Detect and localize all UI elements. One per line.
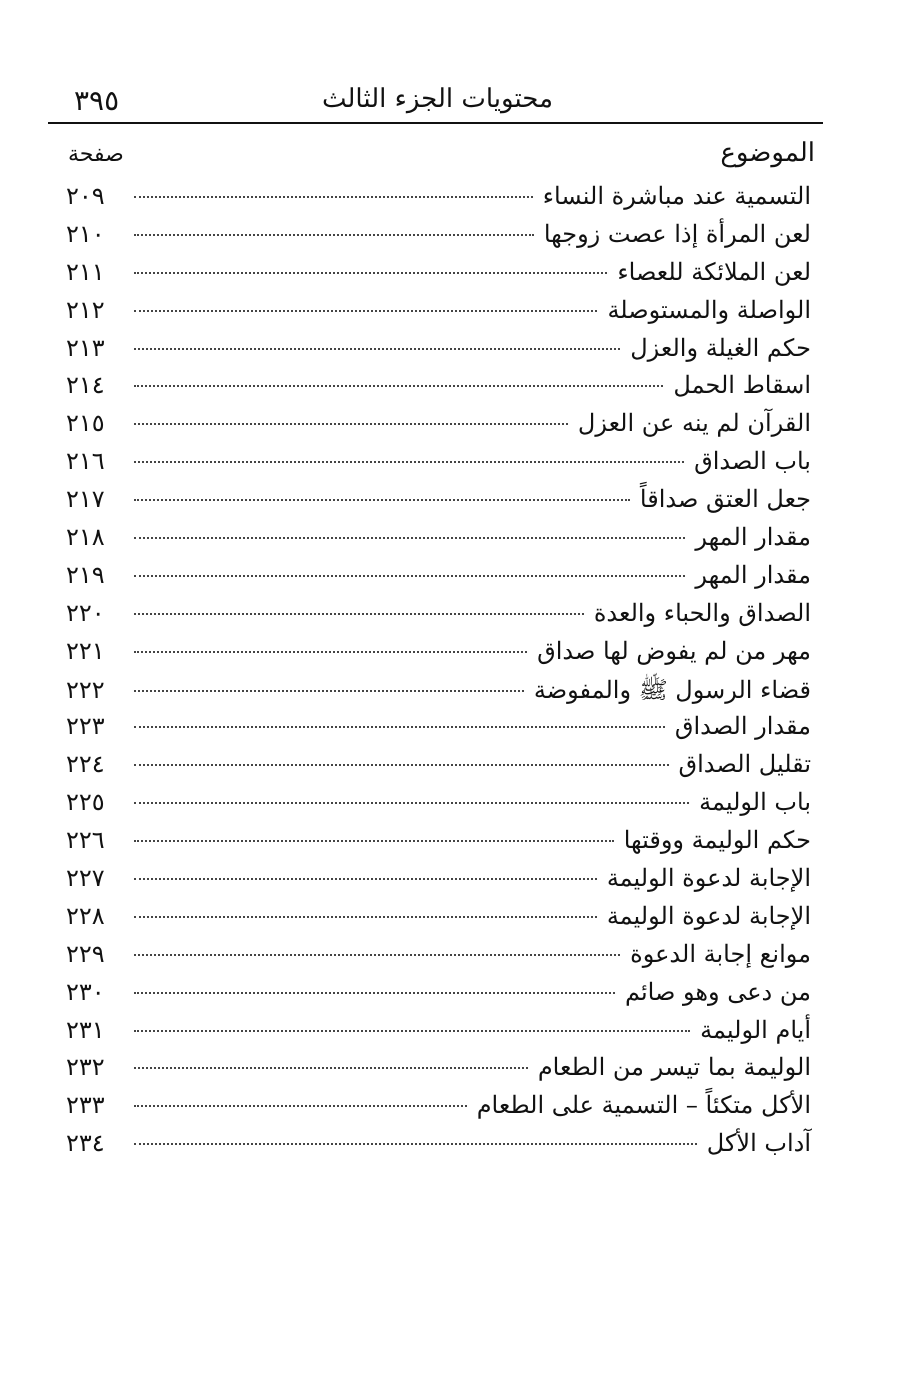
dot-leader [134,196,533,198]
toc-entry [66,864,811,902]
toc-entry-page: ٢٢٩ [66,939,105,968]
dot-leader [134,1143,697,1145]
dot-leader [134,726,665,728]
toc-entry-page: ٢٢٦ [66,826,105,855]
toc-entry [66,712,811,750]
dot-leader [134,613,584,615]
dot-leader [134,764,669,766]
toc-entry-page: ٢٣٢ [66,1053,105,1082]
toc-entry-title: لعن الملائكة للعصاء [617,257,811,286]
toc-entry-page: ٢٢٣ [66,712,105,741]
toc-entry-page: ٢١٨ [66,523,105,552]
toc-entry-page: ٢٢٧ [66,864,105,893]
toc-entry-page: ٢١١ [66,257,105,286]
toc-entry [66,296,811,334]
toc-entry-page: ٢٣٤ [66,1129,105,1158]
toc-entry-page: ٢٢١ [66,636,105,665]
page-column-header: صفحة [68,142,124,167]
dot-leader [134,651,527,653]
toc-entry-page: ٢١٤ [66,371,105,400]
toc-entry-page: ٢١٣ [66,333,105,362]
toc-entry [66,561,811,599]
dot-leader [134,1105,467,1107]
toc-entry-title: الوليمة بما تيسر من الطعام [537,1053,811,1082]
toc-entry [66,409,811,447]
page-number: ٣٩٥ [74,84,120,117]
dot-leader [134,1067,528,1069]
toc-entry-page: ٢٢٨ [66,901,105,930]
toc-entry-title: موانع إجابة الدعوة [630,939,811,968]
toc-entry [66,788,811,826]
running-head [50,80,825,124]
toc-entry-page: ٢٢٥ [66,788,105,817]
toc-entry-title: القرآن لم ينه عن العزل [577,409,811,438]
dot-leader [134,840,614,842]
dot-leader [134,537,685,539]
dot-leader [134,423,568,425]
topic-column-header: الموضوع [720,138,815,168]
toc-entry [66,750,811,788]
toc-entry-title: جعل العتق صداقاً [639,485,811,514]
toc-entry [66,599,811,637]
dot-leader [134,234,534,236]
toc-entry-title: باب الصداق [694,447,811,476]
toc-entry-title: اسقاط الحمل [673,371,811,400]
toc-entry [66,902,811,940]
toc-entry-page: ٢٣٣ [66,1091,105,1120]
toc-entry [66,940,811,978]
toc-entry [66,334,811,372]
toc-entry-title: قضاء الرسول ﷺ والمفوضة [533,675,811,704]
header-rule [48,122,823,124]
dot-leader [134,348,620,350]
toc-entry-title: من دعى وهو صائم [624,977,811,1006]
toc-entry [66,523,811,561]
dot-leader [134,992,615,994]
toc-entry-title: الواصلة والمستوصلة [607,295,811,324]
dot-leader [134,575,685,577]
toc-entry-page: ٢٠٩ [66,182,105,210]
toc-entry [66,1129,811,1167]
toc-entry-title: مقدار المهر [695,560,811,589]
dot-leader [134,878,597,880]
toc-entry [66,1016,811,1054]
toc-entry [66,675,811,713]
toc-entry-page: ٢٣٠ [66,977,105,1006]
dot-leader [134,499,630,501]
toc-entry-title: الأكل متكئاً – التسمية على الطعام [476,1091,811,1120]
table-of-contents [66,182,811,1167]
toc-entry [66,371,811,409]
toc-entry-page: ٢١٠ [66,219,105,248]
toc-entry-title: باب الوليمة [699,788,811,817]
toc-entry-page: ٢٢٢ [66,675,105,704]
dot-leader [134,690,524,692]
toc-entry [66,447,811,485]
dot-leader [134,310,597,312]
toc-entry [66,826,811,864]
toc-entry-title: الإجابة لدعوة الوليمة [606,901,811,930]
toc-entry-title: آداب الأكل [706,1129,811,1158]
toc-entry-title: لعن المرأة إذا عصت زوجها [543,219,811,248]
dot-leader [134,1030,690,1032]
toc-entry-title: مقدار الصداق [674,712,811,741]
toc-entry-title: الصداق والحباء والعدة [593,598,811,627]
dot-leader [134,461,684,463]
toc-entry-title: الإجابة لدعوة الوليمة [606,864,811,893]
toc-entry-page: ٢٣١ [66,1015,105,1044]
dot-leader [134,916,597,918]
toc-entry-page: ٢٢٤ [66,750,105,779]
toc-entry [66,220,811,258]
toc-entry-title: حكم الوليمة ووقتها [623,826,811,855]
toc-entry [66,485,811,523]
toc-entry-title: مهر من لم يفوض لها صداق [537,636,811,665]
toc-entry-page: ٢١٢ [66,295,105,324]
toc-entry [66,1053,811,1091]
column-headers [60,138,815,178]
toc-entry-page: ٢١٩ [66,560,105,589]
toc-entry-title: تقليل الصداق [678,750,811,779]
toc-entry-page: ٢١٦ [66,447,105,476]
toc-entry-page: ٢١٧ [66,485,105,514]
dot-leader [134,802,689,804]
dot-leader [134,954,620,956]
toc-entry-title: حكم الغيلة والعزل [630,333,811,362]
toc-entry [66,258,811,296]
dot-leader [134,385,663,387]
toc-entry [66,182,811,220]
toc-entry-page: ٢٢٠ [66,598,105,627]
toc-entry-title: أيام الوليمة [700,1015,811,1044]
toc-entry [66,637,811,675]
toc-entry-title: التسمية عند مباشرة النساء [542,182,811,210]
toc-entry [66,978,811,1016]
toc-entry-title: مقدار المهر [695,523,811,552]
running-title: محتويات الجزء الثالث [321,84,554,114]
toc-entry-page: ٢١٥ [66,409,105,438]
toc-entry [66,1091,811,1129]
dot-leader [134,272,607,274]
